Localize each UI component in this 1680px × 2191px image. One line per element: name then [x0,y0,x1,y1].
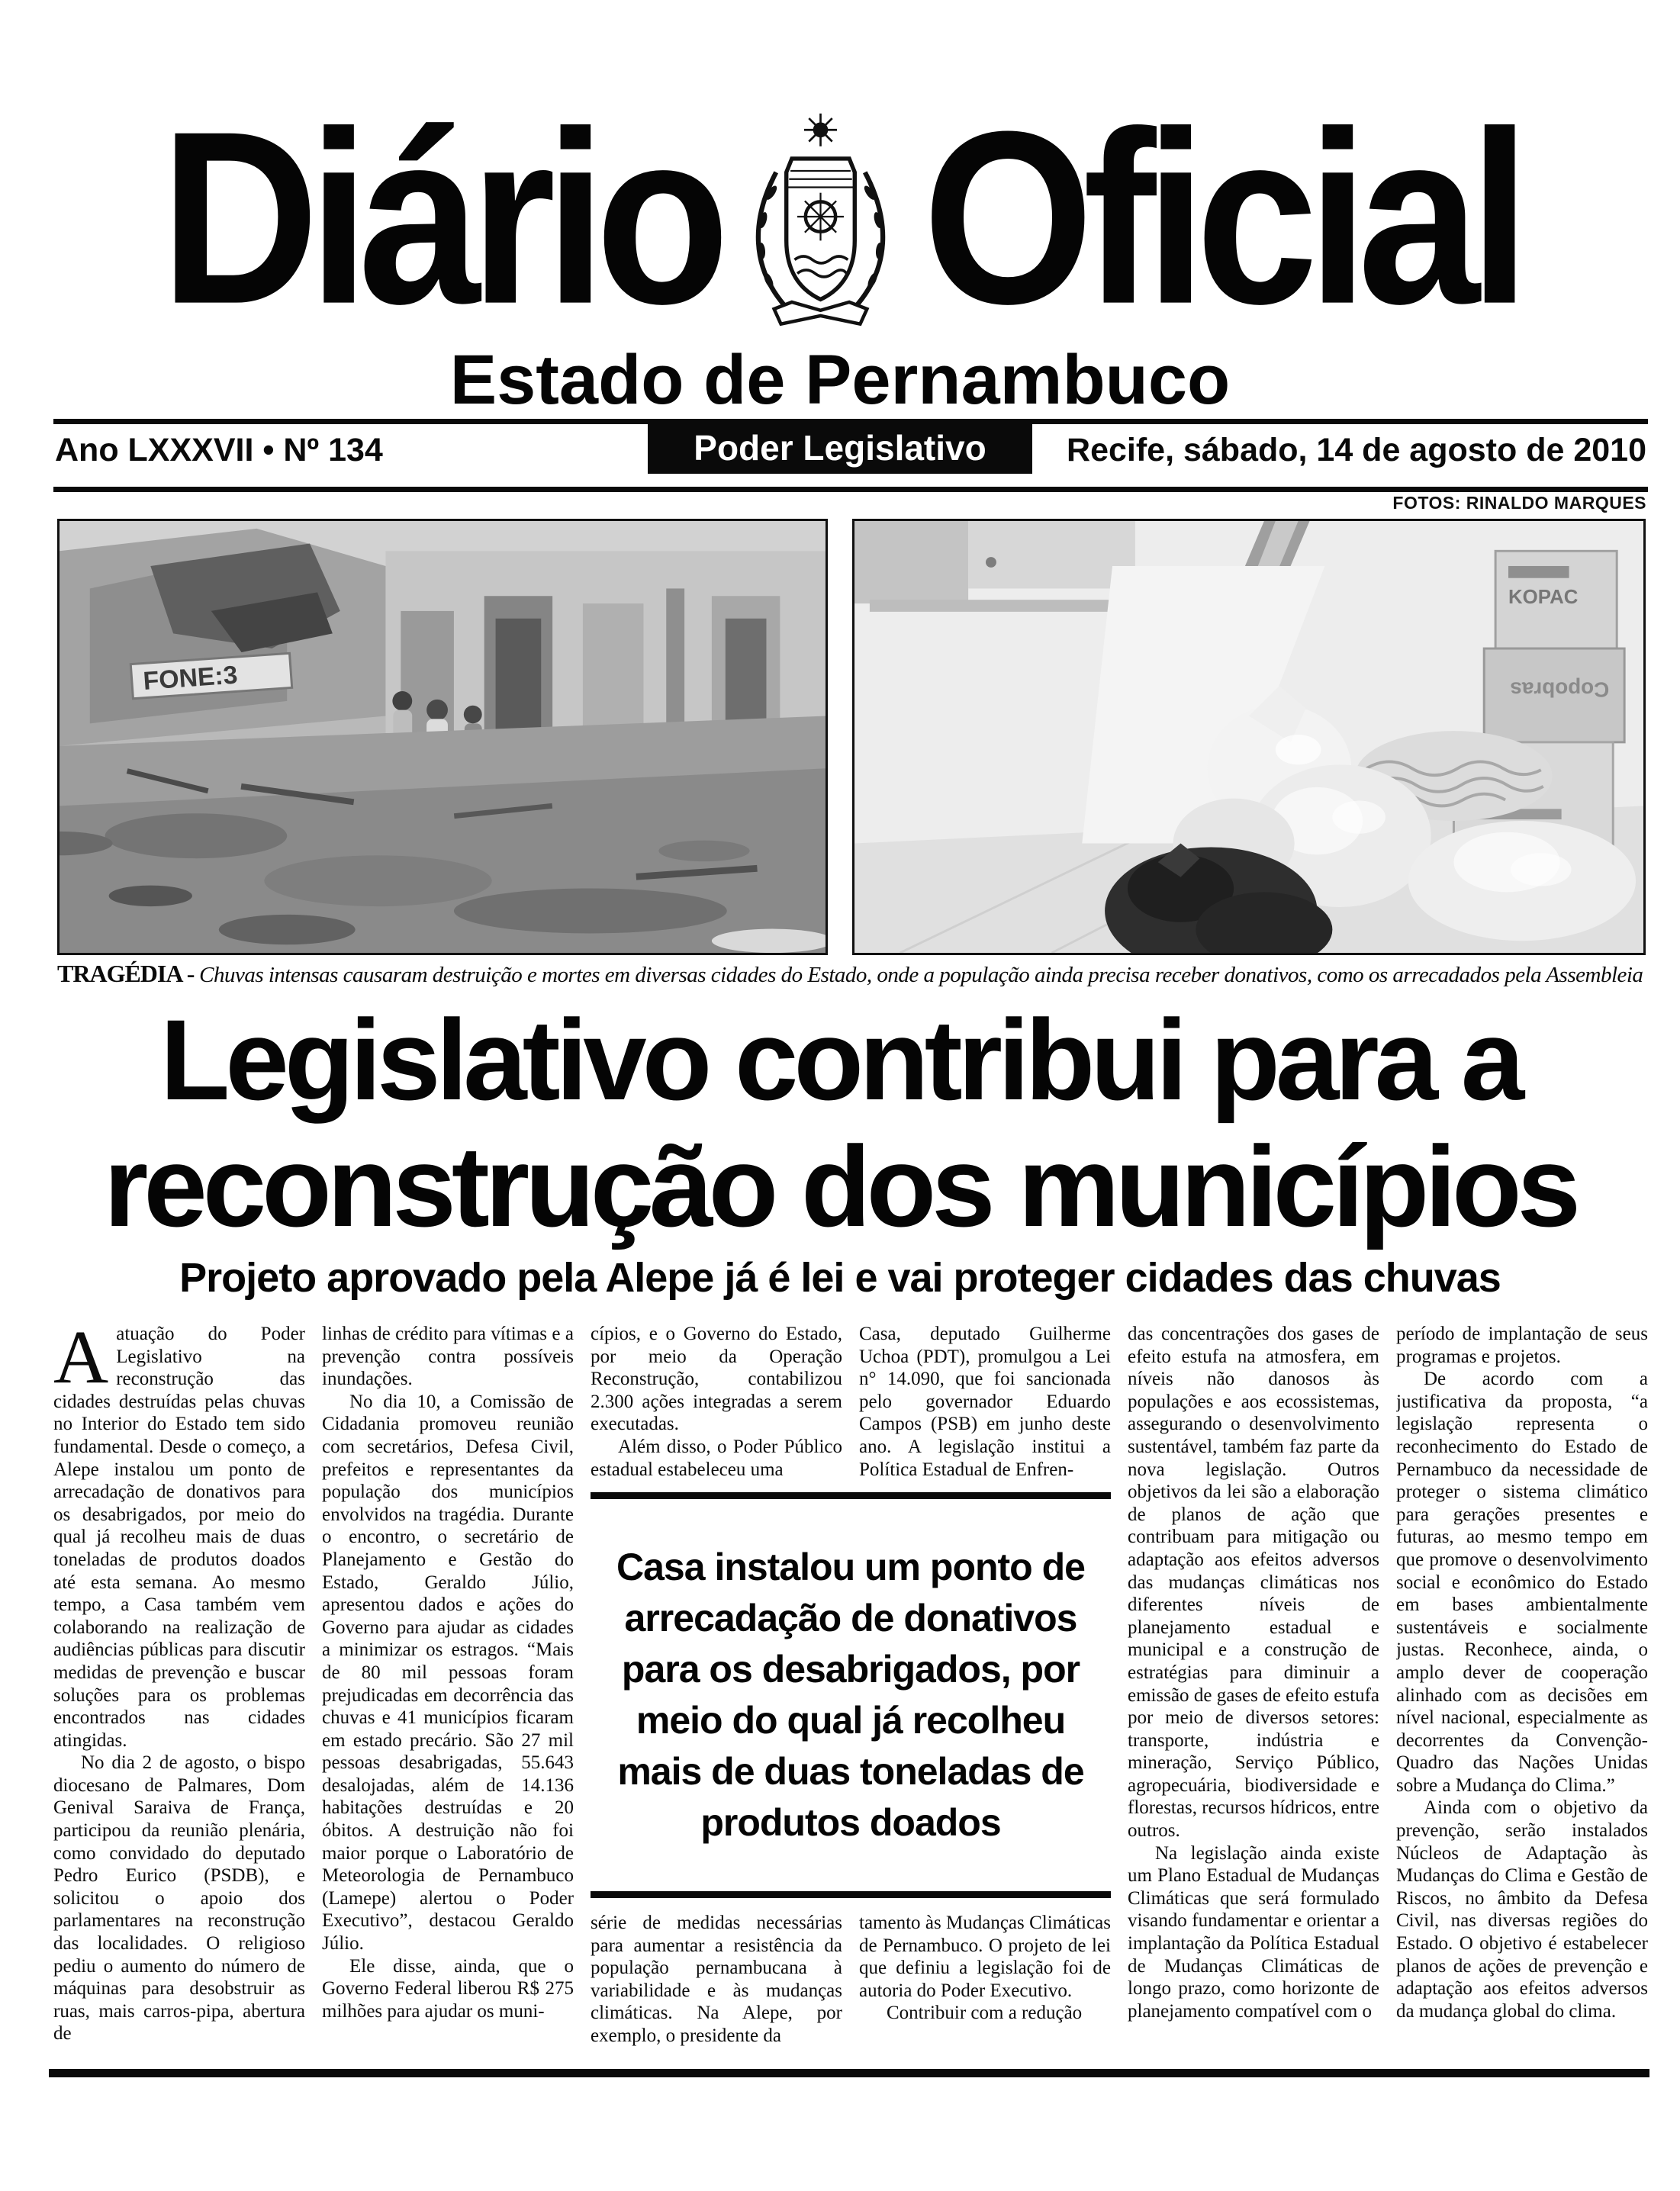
pull-quote-text: Casa instalou um ponto de arrecadação de donativos para os desabrigados, por meio do qual já recolheu mais de duas toneladas de produtos doados [616,1546,1085,1844]
article-paragraph: tamento às Mudanças Climáticas de Pernambuco. O projeto de lei que definiu a legislação foi de autoria do Poder Executivo. [859,1913,1111,2001]
photo-box-text-side: Copobras [1510,677,1610,702]
article-paragraph: linhas de crédito para vítimas e a prevenção contra possíveis inundações. [322,1324,574,1390]
photo-caption-label: TRAGÉDIA - [57,960,195,987]
masthead [0,80,1680,356]
subheadline: Projeto aprovado pela Alepe já é lei e vai proteger cidades das chuvas [179,1255,1501,1301]
photo-donations-image [854,521,1643,953]
article-paragraph: Contribuir com a redução [887,2003,1083,2024]
issue-date: Recife, sábado, 14 de agosto de 2010 [1067,432,1646,468]
article-column-1 [53,1323,305,2061]
masthead-subtitle: Estado de Pernambuco [449,341,1231,419]
headline-line1: Legislativo contribui para a [159,996,1521,1124]
article-paragraph: No dia 2 de agosto, o bispo diocesano de Palmares, Dom Genival Saraiva de França, participou da reunião plenária, como convidado do deputado Pedro Eurico (PSDB), e solicitou o apoio dos parlamentares na reconstrução das localidades. O religioso pediu o aumento do número de máquinas para desobstruir as ruas, mais carros-pipa, abertura de [53,1752,305,2045]
photo-caption-text: Chuvas intensas causaram destruição e mortes em diversas cidades do Estado, onde a população ainda precisa receber donativos, como os arrecadados pela Assembleia [194,963,1643,987]
masthead-title-right: Oficial [922,80,1520,356]
article-paragraph: Ele disse, ainda, que o Governo Federal liberou R$ 275 milhões para ajudar os muni- [322,1955,574,2022]
article-column-2 [322,1323,574,2061]
photo-caption [57,960,1646,988]
pernambuco-coat-of-arms-icon [739,101,903,346]
photo-flood-destruction-image [60,521,826,953]
photo-box-text-top: KOPAC [1508,587,1579,609]
article-column-4-top [859,1323,1111,1489]
article-column-3-top [591,1323,842,1489]
article-paragraph: período de implantação de seus programas e projetos. [1396,1324,1648,1367]
photo-donations [852,519,1646,955]
pull-quote-box [591,1492,1111,1898]
photo-flood-destruction [57,519,828,955]
divider-bottom [49,2069,1649,2077]
article-column-5 [1128,1323,1379,2061]
headline [0,996,1680,1250]
article-paragraph: Casa, deputado Guilherme Uchoa (PDT), promulgou a Lei n° 14.090, que foi sancionada pelo governador Eduardo Campos (PSB) em junho deste ano. A legislação institui a Política Estadual de Enfren- [859,1324,1111,1480]
drop-cap: A [53,1323,109,1399]
article-text: atuação do Poder Legislativo na reconstrução das cidades destruídas pelas chuvas no Interior do Estado tem sido fundamental. Desde o começo, a Alepe instalou um ponto de arrecadação de donativos para os desabrigados, por meio do qual já recolheu mais de duas toneladas de produtos doados até esta semana. Ao mesmo tempo, a Casa também vem colaborando na realização de audiências públicas para discutir medidas de prevenção e buscar soluções para os problemas encontrados nas cidades atingidas. [53,1324,305,1751]
section-badge-label: Poder Legislativo [694,428,986,468]
article-column-4-bottom [859,1912,1111,2061]
divider-infobar [53,487,1648,492]
article-paragraph: De acordo com a justificativa da proposta, “a legislação representa o reconhecimento do Estado de Pernambuco da necessidade de proteger o sistema climático para gerações presentes e futuras, ao mesmo tempo em que promove o desenvolvimento social e econômico do Estado em bases ambientalmente sustentáveis e socialmente justas. Reconhece, ainda, o amplo dever de cooperação alinhado com as decisões em nível nacional, especialmente as decorrentes da Convenção-Quadro das Nações Unidas sobre a Mudança do Clima.” [1396,1369,1648,1796]
masthead-title-left: Diário [160,80,719,356]
photo-sign-text: FONE:3 [142,661,239,696]
article-paragraph: Ainda com o objetivo da prevenção, serão instalados Núcleos de Adaptação às Mudanças do Clima e Gestão de Riscos, no âmbito da Defesa Civil, nas diversas regiões do Estado. O objetivo é estabelecer planos de ações de prevenção e adaptação aos efeitos adversos da mudança global do clima. [1396,1797,1648,2022]
headline-line2: reconstrução dos municípios [103,1122,1577,1250]
article-paragraph [53,1323,305,1752]
photo-credit: FOTOS: RINALDO MARQUES [1392,493,1646,513]
article-paragraph: Além disso, o Poder Público estadual estabeleceu uma [591,1436,842,1480]
edition-number: Ano LXXXVII • Nº 134 [55,432,383,468]
article-column-3-bottom [591,1912,842,2061]
section-badge [648,422,1032,474]
article-paragraph: série de medidas necessárias para aumentar a resistência da população pernambucana à variabilidade e às mudanças climáticas. Na Alepe, por exemplo, o presidente da [591,1913,842,2046]
article-paragraph: das concentrações dos gases de efeito estufa na atmosfera, em níveis não danosos às populações e aos ecossistemas, assegurando o desenvolvimento sustentável, também faz parte da nova legislação. Outros objetivos da lei são a elaboração de planos de ação que contribuam para mitigação ou adaptação aos efeitos adversos das mudanças climáticas nos diferentes níveis de planejamento estadual e municipal e a construção de estratégias para diminuir a emissão de gases de efeito estufa por meio de diversos setores: transporte, indústria e mineração, Serviço Público, agropecuária, biodiversidade e florestas, recursos hídricos, entre outros. [1128,1324,1379,1842]
article-paragraph: Na legislação ainda existe um Plano Estadual de Mudanças Climáticas que será formulado visando fundamentar e orientar a implantação da Política Estadual de Mudanças Climáticas de longo prazo, como horizonte de planejamento compatível com o [1128,1842,1379,2022]
article-paragraph: cípios, e o Governo do Estado, por meio da Operação Reconstrução, contabilizou 2.300 ações integradas a serem executadas. [591,1324,842,1435]
article-column-6 [1396,1323,1648,2061]
article-paragraph: No dia 10, a Comissão de Cidadania promoveu reunião com secretários, Defesa Civil, prefeitos e representantes da população dos municípios envolvidos na tragédia. Durante o encontro, o secretário de Planejamento e Gestão do Estado, Geraldo Júlio, apresentou dados e ações do Governo para ajudar as cidades a minimizar os estragos. “Mais de 80 mil pessoas foram prejudicadas em decorrência das chuvas e 41 municípios ficaram em estado precário. São 27 mil pessoas desabrigadas, 55.643 desalojadas, além de 14.136 habitações destruídas e 20 óbitos. A destruição não foi maior porque o Laboratório de Meteorologia de Pernambuco (Lamepe) alertou o Poder Executivo”, destacou Geraldo Júlio. [322,1391,574,1955]
